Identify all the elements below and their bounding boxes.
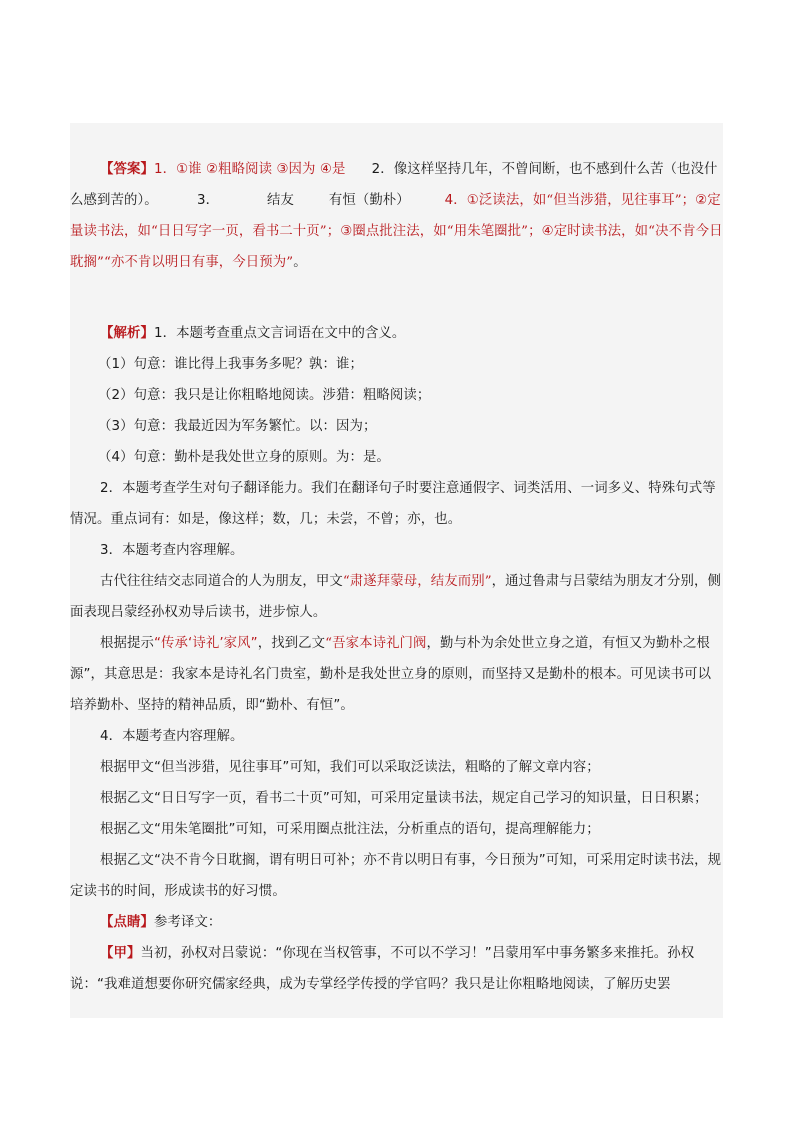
answer-part-4-d: ；④定时读书法，如	[528, 224, 649, 239]
answer-quote-4: “决不肯今日耽搁”	[70, 224, 723, 270]
answer-part-3-a: 结友	[267, 193, 294, 208]
answer-part-1: 1．①谁 ②粗略阅读 ③因为 ④是	[153, 162, 346, 177]
analysis-line-4: （3）句意：我最近因为军务繁忙。以：因为；	[98, 419, 377, 434]
analysis-9-quote-1: “传承‘诗礼’家风”	[153, 636, 258, 651]
answer-part-4-c: ；③圈点批注法，如	[326, 224, 447, 239]
answer-part-2: 2．像这样坚持几年，不曾间断，也不感到什么苦（也没什么感到苦的）。	[70, 162, 718, 208]
analysis-line-12: 根据乙文“日日写字一页，看书二十页”可知，可采用定量读书法，规定自己学习的知识量，日日积累；	[100, 791, 708, 806]
answer-part-3-b: 有恒（勤朴）	[328, 193, 410, 208]
analysis-label: 【解析】	[100, 326, 154, 341]
analysis-9-a: 根据提示	[100, 636, 154, 651]
analysis-line-5: （4）句意：勤朴是我处世立身的原则。为：是。	[98, 450, 390, 465]
analysis-line-2: （1）句意：谁比得上我事务多呢？孰：谁；	[98, 357, 363, 372]
answer-quote-5: “亦不肯以明日有事，今日预为”	[103, 255, 294, 270]
note-label: 【点睛】	[100, 915, 154, 930]
analysis-line-14: 根据乙文“决不肯今日耽搁，谓有明日可补；亦不肯以明日有事，今日预为”可知，可采用定时读书法，规定读书的时间，形成读书的好习惯。	[70, 853, 722, 899]
answer-quote-2: “日日写字一页，看书二十页”	[150, 224, 327, 239]
translation-jia	[70, 938, 723, 1000]
analysis-9-quote-2: “吾家本诗礼门阀	[325, 636, 427, 651]
top-spacer	[70, 123, 723, 154]
analysis-line-13: 根据乙文“用朱笔圈批”可知，可采用圈点批注法，分析重点的语句，提高理解能力；	[100, 822, 600, 837]
jia-text: 当初，孙权对吕蒙说：“你现在当权管事，不可以不学习！”吕蒙用军中事务繁多来推托。孙权说：“我难道想要你研究儒家经典，成为专掌经学传授的学官吗？我只是让你粗略地阅读，了解历史罢	[70, 946, 695, 992]
analysis-9-b: ，找到乙文	[257, 636, 326, 651]
analysis-line-9	[70, 628, 723, 721]
section-spacer	[70, 278, 723, 318]
analysis-9-c: ，勤与朴为余处世立身之道，有恒又为勤朴之根源”，其意思是：我家本是诗礼名门贵室，勤朴是我处世立身的原则，而坚持又是勤朴的根本。可见读书可以培养勤朴、坚持的精神品质，即“勤朴、有恒”。	[70, 636, 712, 713]
analysis-line-8	[70, 566, 723, 628]
note-line	[70, 907, 723, 938]
analysis-line-3: （2）句意：我只是让你粗略地阅读。涉猎：粗略阅读；	[98, 388, 431, 403]
analysis-8-b: ，通过鲁肃与吕蒙结为朋友才分别，侧面表现吕蒙经孙权劝导后读书，进步惊人。	[70, 574, 721, 620]
answer-quote-1: “但当涉猎，见往事耳”	[546, 193, 682, 208]
jia-label: 【甲】	[100, 946, 141, 961]
analysis-8-a: 古代往往结交志同道合的人为朋友，甲文	[100, 574, 343, 589]
analysis-text-1: 1．本题考查重点文言词语在文中的含义。	[153, 326, 406, 341]
analysis-line-1	[70, 318, 723, 349]
answer-end: 。	[293, 255, 307, 270]
document-body	[70, 123, 723, 1018]
note-text: 参考译文：	[153, 915, 222, 930]
answer-quote-3: “用朱笔圈批”	[446, 224, 529, 239]
analysis-line-7: 3．本题考查内容理解。	[100, 543, 244, 558]
analysis-line-11: 根据甲文“但当涉猎，见往事耳”可知，我们可以采取泛读法，粗略的了解文章内容；	[100, 760, 600, 775]
answer-part-4-b: ；②定量读书法，如	[70, 193, 721, 239]
answer-label: 【答案】	[100, 162, 154, 177]
answer-part-3: 3．	[196, 193, 220, 208]
answer-paragraph	[70, 154, 723, 278]
analysis-line-10: 4．本题考查内容理解。	[100, 729, 244, 744]
answer-part-4: 4．①泛读法，如	[444, 193, 547, 208]
analysis-line-6: 2．本题考查学生对句子翻译能力。我们在翻译句子时要注意通假字、词类活用、一词多义、特殊句式等情况。重点词有：如是，像这样；数，几；未尝，不曾；亦，也。	[70, 481, 716, 527]
analysis-8-quote: “肃遂拜蒙母，结友而别”	[342, 574, 492, 589]
